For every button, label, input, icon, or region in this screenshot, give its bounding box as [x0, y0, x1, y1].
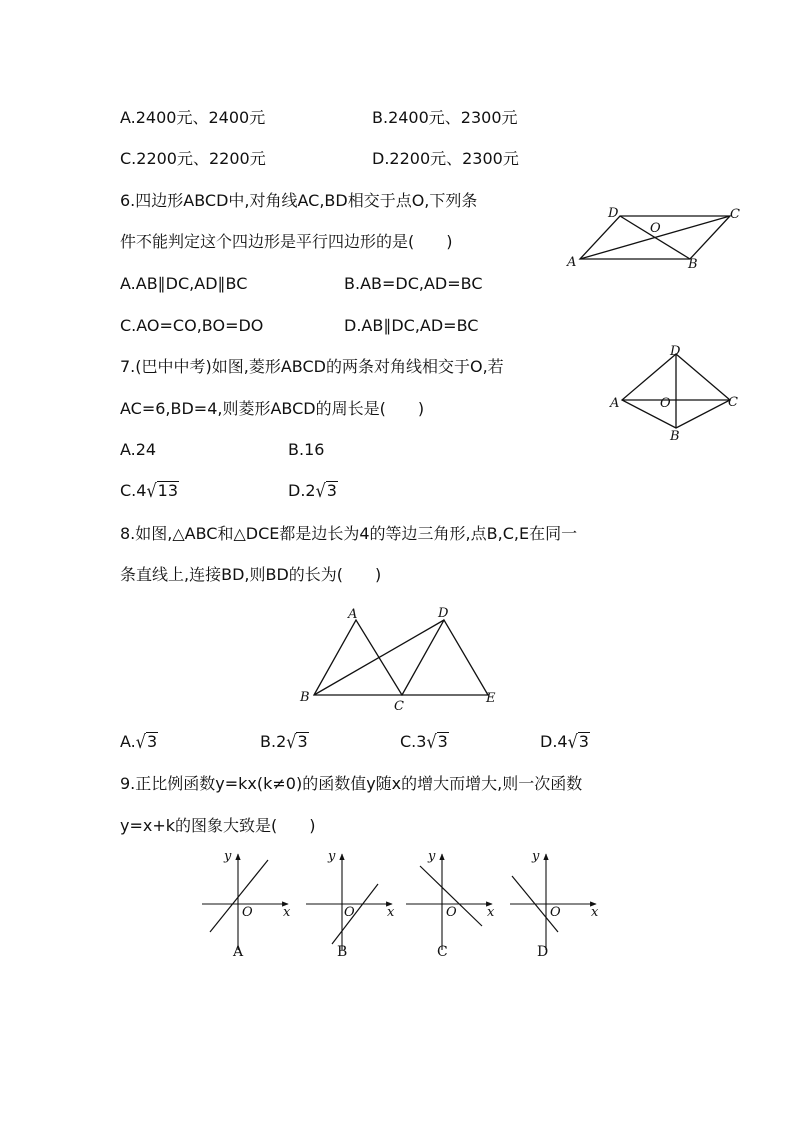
graph-label-b: B	[337, 944, 348, 960]
label-a: A	[610, 396, 620, 411]
q5-option-a: A.2400元、2400元	[120, 108, 266, 127]
q8-stem-line1: 8.如图,△ABC和△DCE都是边长为4的等边三角形,点B,C,E在同一	[120, 524, 578, 543]
x-label: x	[283, 905, 291, 920]
x-label: x	[591, 905, 599, 920]
function-line	[332, 884, 378, 944]
graph-label-c: C	[437, 944, 448, 960]
q6-option-b: B.AB=DC,AD=BC	[344, 274, 483, 293]
label-b: B	[688, 257, 698, 272]
q5-option-b: B.2400元、2300元	[372, 108, 518, 127]
q7-option-c: C.4√13	[120, 479, 178, 502]
y-label: y	[532, 849, 540, 864]
y-label: y	[224, 849, 232, 864]
q7-option-d: D.2√3	[288, 479, 337, 502]
rhombus-figure	[600, 340, 750, 444]
label-o: O	[660, 396, 671, 411]
triangle-abc	[314, 620, 402, 695]
x-label: x	[487, 905, 495, 920]
function-graphs-figure	[196, 846, 606, 964]
sqrt-icon: √3	[135, 730, 158, 753]
label-o: O	[650, 221, 661, 236]
y-label: y	[328, 849, 336, 864]
label-c: C	[728, 395, 738, 410]
graph-c	[406, 849, 495, 960]
q9-stem-line1: 9.正比例函数y=kx(k≠0)的函数值y随x的增大而增大,则一次函数	[120, 774, 583, 793]
x-label: x	[387, 905, 395, 920]
q7-stem-line1: 7.(巴中中考)如图,菱形ABCD的两条对角线相交于O,若	[120, 357, 504, 376]
q7-option-b: B.16	[288, 440, 325, 459]
q6-option-d: D.AB∥DC,AD=BC	[344, 316, 479, 335]
label-d: D	[670, 344, 681, 359]
q9-stem-line2: y=x+k的图象大致是( )	[120, 816, 316, 835]
q8-option-c: C.3√3	[400, 730, 448, 753]
origin-label: O	[242, 905, 253, 920]
q5-option-d: D.2200元、2300元	[372, 149, 519, 168]
sqrt-icon: √3	[286, 730, 308, 753]
graph-d	[510, 849, 599, 960]
graph-a	[202, 849, 291, 960]
function-line	[210, 860, 268, 932]
sqrt-icon: √3	[426, 730, 448, 753]
label-e: E	[486, 691, 496, 706]
q6-stem-line1: 6.四边形ABCD中,对角线AC,BD相交于点O,下列条	[120, 191, 478, 210]
origin-label: O	[344, 905, 355, 920]
q8-stem-line2: 条直线上,连接BD,则BD的长为( )	[120, 565, 382, 584]
label-c: C	[730, 207, 740, 222]
graph-label-a: A	[233, 944, 244, 960]
label-b: B	[300, 690, 310, 705]
origin-label: O	[446, 905, 457, 920]
y-label: y	[428, 849, 436, 864]
q8-option-d: D.4√3	[540, 730, 589, 753]
q8-option-a: A.√3	[120, 730, 158, 753]
two-triangles-figure	[296, 600, 506, 716]
q6-stem-line2: 件不能判定这个四边形是平行四边形的是( )	[120, 232, 453, 251]
sqrt-icon: √13	[146, 479, 178, 502]
q6-option-c: C.AO=CO,BO=DO	[120, 316, 264, 335]
graph-label-d: D	[537, 944, 549, 960]
label-a: A	[348, 607, 358, 622]
q6-option-a: A.AB∥DC,AD∥BC	[120, 274, 248, 293]
sqrt-icon: √3	[315, 479, 337, 502]
q7-option-a: A.24	[120, 440, 157, 459]
q5-option-c: C.2200元、2200元	[120, 149, 266, 168]
q8-option-b: B.2√3	[260, 730, 308, 753]
parallelogram-figure	[560, 200, 750, 272]
label-b: B	[670, 429, 680, 444]
graph-b	[306, 849, 395, 960]
label-d: D	[438, 606, 449, 621]
label-a: A	[567, 255, 577, 270]
q7-stem-line2: AC=6,BD=4,则菱形ABCD的周长是( )	[120, 399, 425, 418]
origin-label: O	[550, 905, 561, 920]
label-d: D	[608, 206, 619, 221]
segment-bd	[314, 620, 444, 695]
label-c: C	[394, 699, 404, 714]
triangle-dce	[402, 620, 488, 695]
sqrt-icon: √3	[567, 730, 589, 753]
